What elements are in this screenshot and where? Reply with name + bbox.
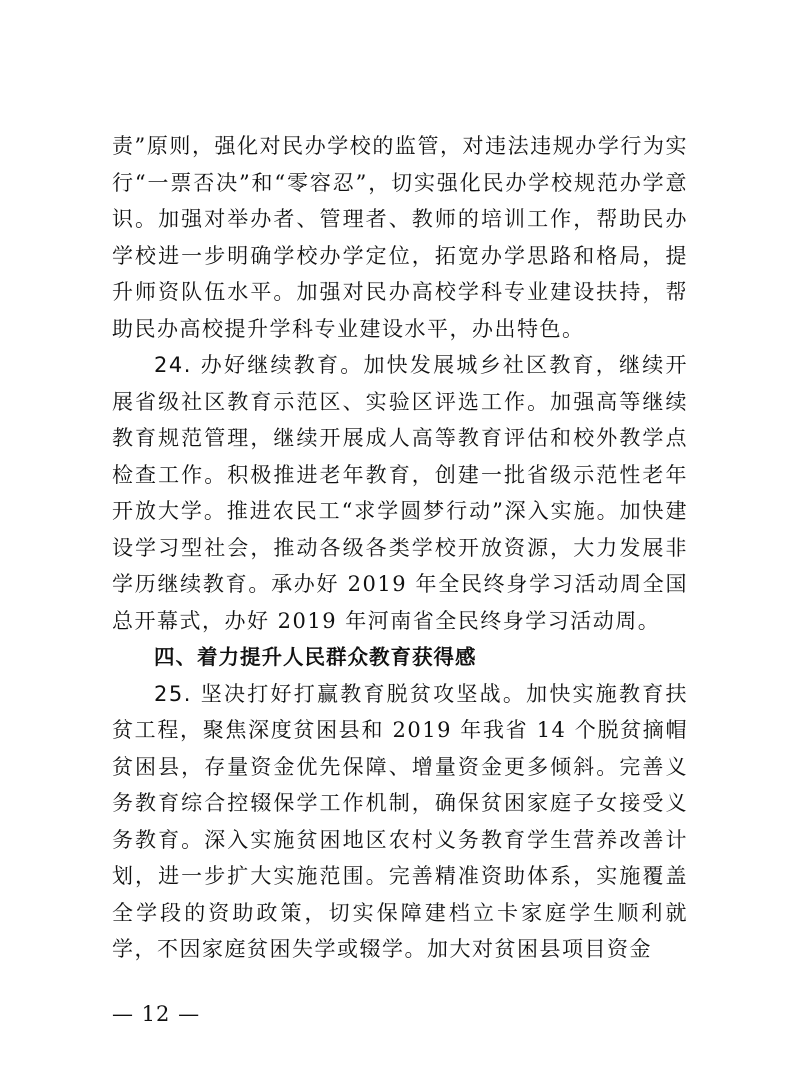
paragraph-item-24 — [112, 347, 688, 639]
paragraph-item-25 — [112, 676, 688, 968]
paragraph-text: 责”原则，强化对民办学校的监管，对违法违规办学行为实行“一票否决”和“零容忍”，切实强化民办学校规范办学意识。加强对举办者、管理者、教师的培训工作，帮助民办学校进一步明确学校办学定位，拓宽办学思路和格局，提升师资队伍水平。加强对民办高校学科专业建设扶持，帮助民办高校提升学科专业建设水平，办出特色。 — [112, 134, 688, 341]
section-heading-4: 四、着力提升人民群众教育获得感 — [154, 645, 477, 669]
item-25-lead: 25. 坚决打好打赢教育脱贫攻坚战。 — [154, 681, 527, 706]
item-24-text: 加快发展城乡社区教育，继续开展省级社区教育示范区、实验区评选工作。加强高等继续教育规范管理，继续开展成人高等教育评估和校外教学点检查工作。积极推进老年教育，创建一批省级示范性老年开放大学。推进农民工“求学圆梦行动”深入实施。加快建设学习型社会，推动各级各类学校开放资源，大力发展非学历继续教育。承办好 2019 年全民终身学习活动周全国总开幕式，办好 2019 年河南省全民终身学习活动周。 — [112, 353, 688, 633]
document-body — [112, 128, 688, 968]
item-24-lead: 24. 办好继续教育。 — [154, 353, 364, 377]
paragraph-continuation — [112, 128, 688, 347]
item-25-text: 加快实施教育扶贫工程，聚焦深度贫困县和 2019 年我省 14 个脱贫摘帽贫困县，存量资金优先保障、增量资金更多倾斜。完善义务教育综合控辍保学工作机制，确保贫困家庭子女接受义务教育。深入实施贫困地区农村义务教育学生营养改善计划，进一步扩大实施范围。完善精准资助体系，实施覆盖全学段的资助政策，切实保障建档立卡家庭学生顺利就学，不因家庭贫困失学或辍学。加大对贫困县项目资金 — [112, 681, 688, 961]
page-number: — 12 — — [112, 1002, 201, 1026]
